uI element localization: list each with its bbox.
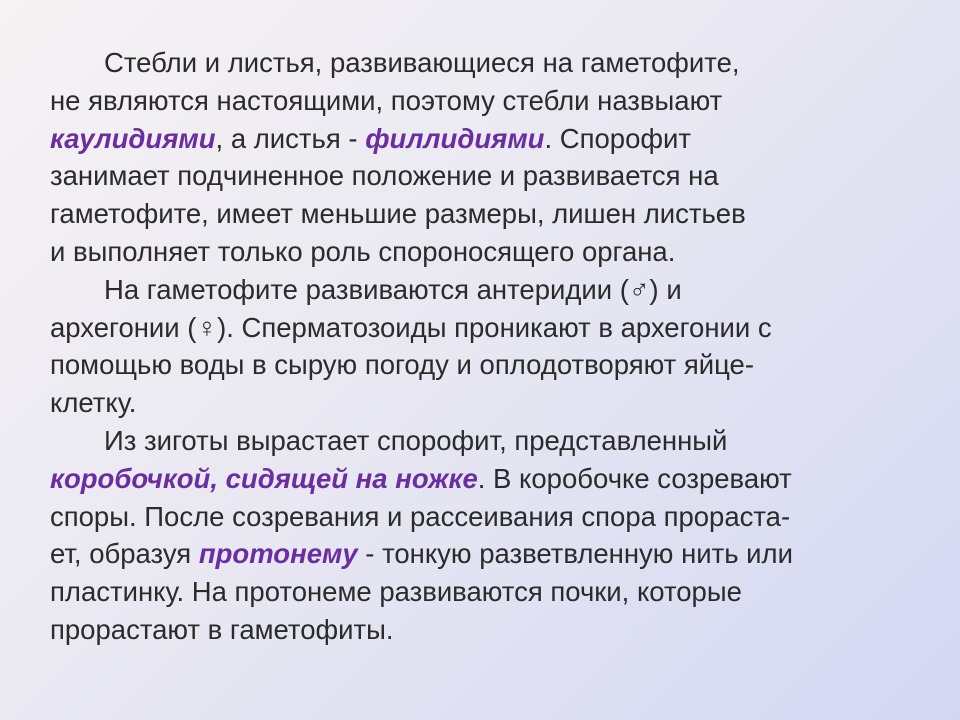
text-segment: и выполняет только роль спороносящего органа. xyxy=(50,235,676,267)
text-segment: . Спорофит xyxy=(544,122,691,154)
text-line xyxy=(50,195,930,233)
text-line xyxy=(50,460,930,498)
paragraph xyxy=(50,271,930,422)
text-segment: Из зиготы вырастает спорофит, представленный xyxy=(104,424,728,456)
text-line xyxy=(50,44,930,82)
text-segment: - тонкую разветвленную нить или xyxy=(357,538,793,570)
text-segment: На гаметофите развиваются антеридии (♂) и xyxy=(104,273,682,305)
text-segment: помощью воды в сырую погоду и оплодотворяют яйце- xyxy=(50,349,754,381)
text-segment: клетку. xyxy=(50,387,137,419)
text-segment: пластинку. На протонеме развиваются почки, которые xyxy=(50,576,742,608)
text-line xyxy=(50,120,930,158)
slide-text-body xyxy=(50,44,930,649)
text-line xyxy=(50,157,930,195)
text-line xyxy=(50,498,930,536)
text-line xyxy=(50,422,930,460)
text-segment: занимает подчиненное положение и развивается на xyxy=(50,160,719,192)
text-segment: гаметофите, имеет меньшие размеры, лишен листьев xyxy=(50,198,746,230)
text-line xyxy=(50,309,930,347)
text-segment: Стебли и листья, развивающиеся на гаметофите, xyxy=(104,47,740,78)
text-segment: ет, образуя xyxy=(50,538,199,570)
highlighted-term: протонему xyxy=(198,538,358,570)
text-line xyxy=(50,573,930,611)
text-line xyxy=(50,535,930,573)
highlighted-term: филлидиями xyxy=(365,122,545,154)
text-line xyxy=(50,346,930,384)
text-line xyxy=(50,82,930,120)
text-line xyxy=(50,271,930,309)
paragraph xyxy=(50,44,930,271)
text-segment: не являются настоящими, поэтому стебли назвыают xyxy=(50,84,723,116)
text-segment: , а листья - xyxy=(215,122,366,154)
paragraph xyxy=(50,422,930,649)
text-segment: споры. После созревания и рассеивания спора прораста- xyxy=(50,500,791,532)
text-segment: архегонии (♀). Сперматозоиды проникают в архегонии с xyxy=(50,311,772,343)
text-segment: . В коробочке созревают xyxy=(477,462,792,494)
highlighted-term: коробочкой, сидящей на ножке xyxy=(50,462,478,494)
text-line xyxy=(50,384,930,422)
text-segment: прорастают в гаметофиты. xyxy=(50,613,394,645)
text-line xyxy=(50,233,930,271)
text-line xyxy=(50,611,930,649)
highlighted-term: каулидиями xyxy=(50,122,216,154)
